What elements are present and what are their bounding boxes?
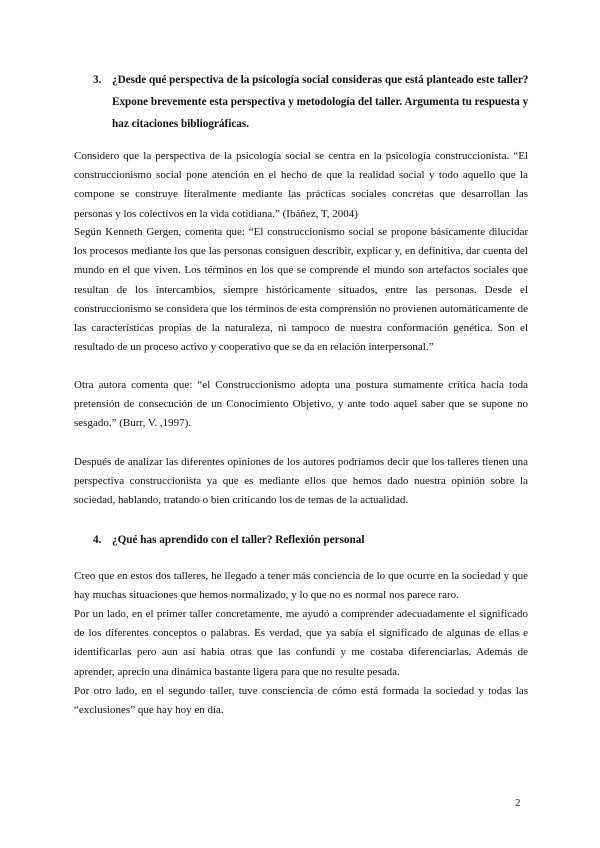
answer-4-paragraph-1: Creo que en estos dos talleres, he llegado a tener más conciencia de lo que ocurre en la sociedad y que hay muchas situaciones que hemos normalizado, y lo que no es normal nos parece raro. xyxy=(74,570,528,602)
answer-3-paragraph-1: Considero que la perspectiva de la psicología social se centra en la psicología construccionista. “El construccionismo social pone atención en el hecho de que la realidad social y todo aquello que la compone se construye literalmente mediante las prácticas sociales concretas que desarrollan las personas y los colectivos en la vida cotidiana.” (Ibáñez, T, 2004) xyxy=(74,150,528,220)
question-3-text: ¿Desde qué perspectiva de la psicología social consideras que está planteado este taller? Expone brevemente esta perspectiva y metodología del taller. Argumenta tu respuesta y haz citaciones bibliográficas. xyxy=(112,74,529,130)
answer-4-paragraph-2: Por un lado, en el primer taller concretamente, me ayudó a comprender adecuadamente el significado de los diferentes conceptos o palabras. Es verdad, que ya sabía el significado de algunas de ellas e identificarlas pero aun así había otras que las confundí y me costaba diferenciarlas. Además de aprender, aprecio una dinámica bastante ligera para que no resulte pesada. xyxy=(74,608,528,678)
question-3-number: 3. xyxy=(93,74,102,86)
answer-3-paragraph-3: Otra autora comenta que: “el Construccionismo adopta una postura sumamente crítica hacia toda pretensión de consecución de un Conocimiento Objetivo, y ante todo aquel saber que se supone no sesgado.” (Burr, V. ,1997). xyxy=(74,379,528,430)
answer-3-paragraph-4: Después de analizar las diferentes opiniones de los autores podríamos decir que los talleres tienen una perspectiva construccionista ya que es mediante ellos que hemos dado nuestra opinión sobre la sociedad, hablando, tratando o bien criticando los de temas de la actualidad. xyxy=(74,456,528,507)
question-4 xyxy=(93,529,533,551)
page-number: 2 xyxy=(515,797,521,809)
question-3 xyxy=(93,69,533,135)
answer-3-paragraph-2: Según Kenneth Gergen, comenta que: “El construccionismo social se propone básicamente dilucidar los procesos mediante los que las personas consiguen describir, explicar y, en definitiva, dar cuenta del mundo en el que viven. Los términos en los que se comprende el mundo son artefactos sociales que resultan de los intercambios, siempre históricamente situados, entre las personas. Desde el construccionismo se considera que los términos de esta comprensión no provienen automáticamente de las características propias de la naturaleza, ni tampoco de nuestra conformación genética. Son el resultado de un proceso activo y cooperativo que se da en relación interpersonal.” xyxy=(74,226,528,354)
question-4-number: 4. xyxy=(93,534,102,546)
answer-4-paragraph-3: Por otro lado, en el segundo taller, tuve consciencia de cómo está formada la sociedad y todas las “exclusiones” que hay hoy en día. xyxy=(74,685,528,717)
question-4-text: ¿Qué has aprendido con el taller? Reflexión personal xyxy=(112,534,365,546)
